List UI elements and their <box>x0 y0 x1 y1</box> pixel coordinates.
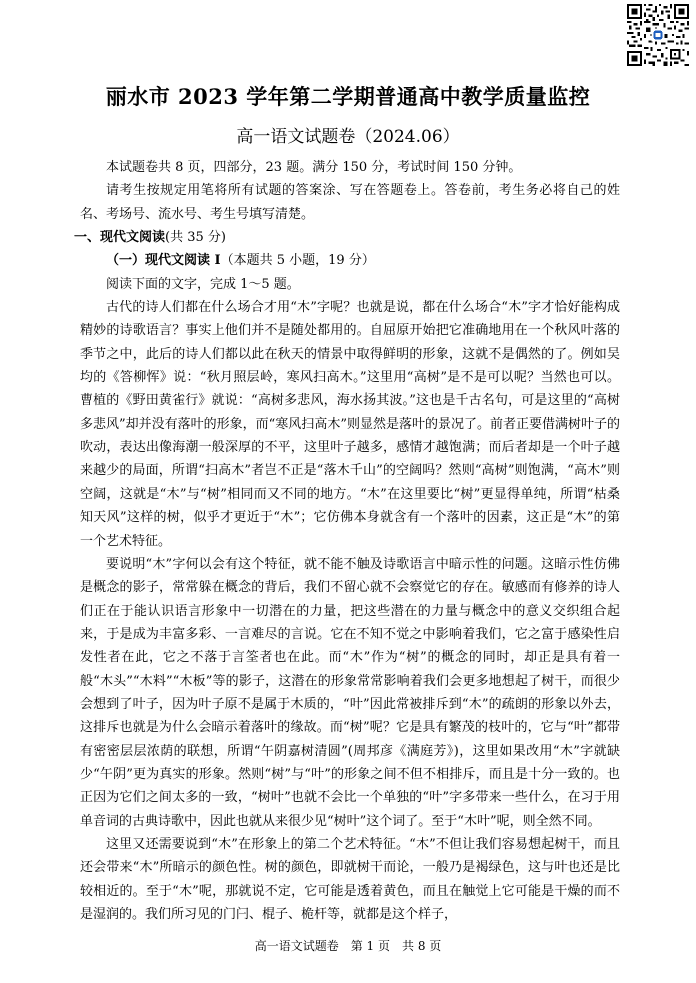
intro-line: 请考生按规定用笔将所有试题的答案涂、写在答题卷上。答卷前，考生务必将自己的姓名、考场号、流水号、考生号填写清楚。 <box>80 183 620 222</box>
subsection-heading-note: （本题共 5 小题，19 分） <box>220 253 375 269</box>
passage-paragraph: 这里又还需要说到“木”在形象上的第二个艺术特征。“木”不但让我们容易想起树干，而且还会带来“木”所暗示的颜色性。树的颜色，即就树干而论，一般乃是褐绿色，这与叶也还是比较相近的。至于“木”呢，那就说不定，它可能是透着黄色，而且在触觉上它可能是干燥的而不是湿润的。我们所习见的门闩、棍子、桅杆等，就都是这个样子， <box>80 836 620 922</box>
page-title: 丽水市 2023 学年第二学期普通高中教学质量监控 <box>105 84 591 109</box>
section-heading-label: 一、现代文阅读 <box>74 230 166 246</box>
page-subtitle: 高一语文试题卷（2024.06） <box>236 127 460 147</box>
document-body <box>74 156 620 926</box>
qr-code <box>627 4 689 66</box>
subsection-heading <box>80 249 620 272</box>
passage-paragraph: 古代的诗人们都在什么场合才用“木”字呢？也就是说，都在什么场合“木”字才恰好能构成精妙的诗歌语言？事实上他们并不是随处都用的。自屈原开始把它准确地用在一个秋风叶落的季节之中，此后的诗人们都以此在秋天的情景中取得鲜明的形象，这就不是偶然的了。例如吴均的《答柳恽》说：“秋月照层岭，寒风扫高木。”这里用“高树”是不是可以呢？当然也可以。曹植的《野田黄雀行》就说：“高树多悲风，海水扬其波。”这也是千古名句，可是这里的“高树多悲风”却并没有落叶的形象，而“寒风扫高木”则显然是落叶的景况了。前者正要借满树叶子的吹动，表达出像海潮一般深厚的不平，这里叶子越多，感情才越饱满；而后者却是一个叶子越来越少的局面，所谓“扫高木”者岂不正是“落木千山”的空阔吗？然则“高树”则饱满，“高木”则空阔，这就是“木”与“树”相同而又不同的地方。“木”在这里要比“树”更显得单纯，所谓“枯桑知天风”这样的树，似乎才更近于“木”；它仿佛本身就含有一个落叶的因素，这正是“木”的第一个艺术特征。 <box>80 300 620 549</box>
passage-paragraph: 要说明“木”字何以会有这个特征，就不能不触及诗歌语言中暗示性的问题。这暗示性仿佛是概念的影子，常常躲在概念的背后，我们不留心就不会察觉它的存在。敏感而有修养的诗人们正在于能认识语言形象中一切潜在的力量，把这些潜在的力量与概念中的意义交织组合起来，于是成为丰富多彩、一言难尽的言说。它在不知不觉之中影响着我们，它之富于感染性启发性者在此，它之不落于言筌者也在此。而“木”作为“树”的概念的同时，却正是具有着一般“木头”“木料”“木板”等的影子，这潜在的形象常常影响着我们会更多地想起了树干，而很少会想到了叶子，因为叶子原不是属于木质的，“叶”因此常被排斥到“木”的疏朗的形象以外去，这排斥也就是为什么会暗示着落叶的缘故。而“树”呢？它是具有繁茂的枝叶的，它与“叶”都带有密密层层浓荫的联想，所谓“午阴嘉树清圆”(周邦彦《满庭芳》)，这里如果改用“木”字就缺少“午阴”更为真实的形象。然则“树”与“叶”的形象之间不但不相排斥，而且是十分一致的。也正因为它们之间太多的一致，“树叶”也就不会比一个单独的“叶”字多带来一些什么，在习于用单音词的古典诗歌中，因此也就从来很少见“树叶”这个词了。至于“木叶”呢，则全然不同。 <box>80 556 620 829</box>
section-heading-note: (共 35 分) <box>165 230 226 246</box>
subsection-heading-label: （一）现代文阅读 I <box>106 253 221 269</box>
reading-instruction: 阅读下面的文字，完成 1～5 题。 <box>106 276 300 292</box>
intro-line: 本试题卷共 8 页，四部分，23 题。满分 150 分，考试时间 150 分钟。 <box>106 160 522 175</box>
section-heading <box>74 226 620 249</box>
page-footer: 高一语文试题卷 第 1 页 共 8 页 <box>254 939 442 953</box>
qr-code-image <box>627 4 689 66</box>
